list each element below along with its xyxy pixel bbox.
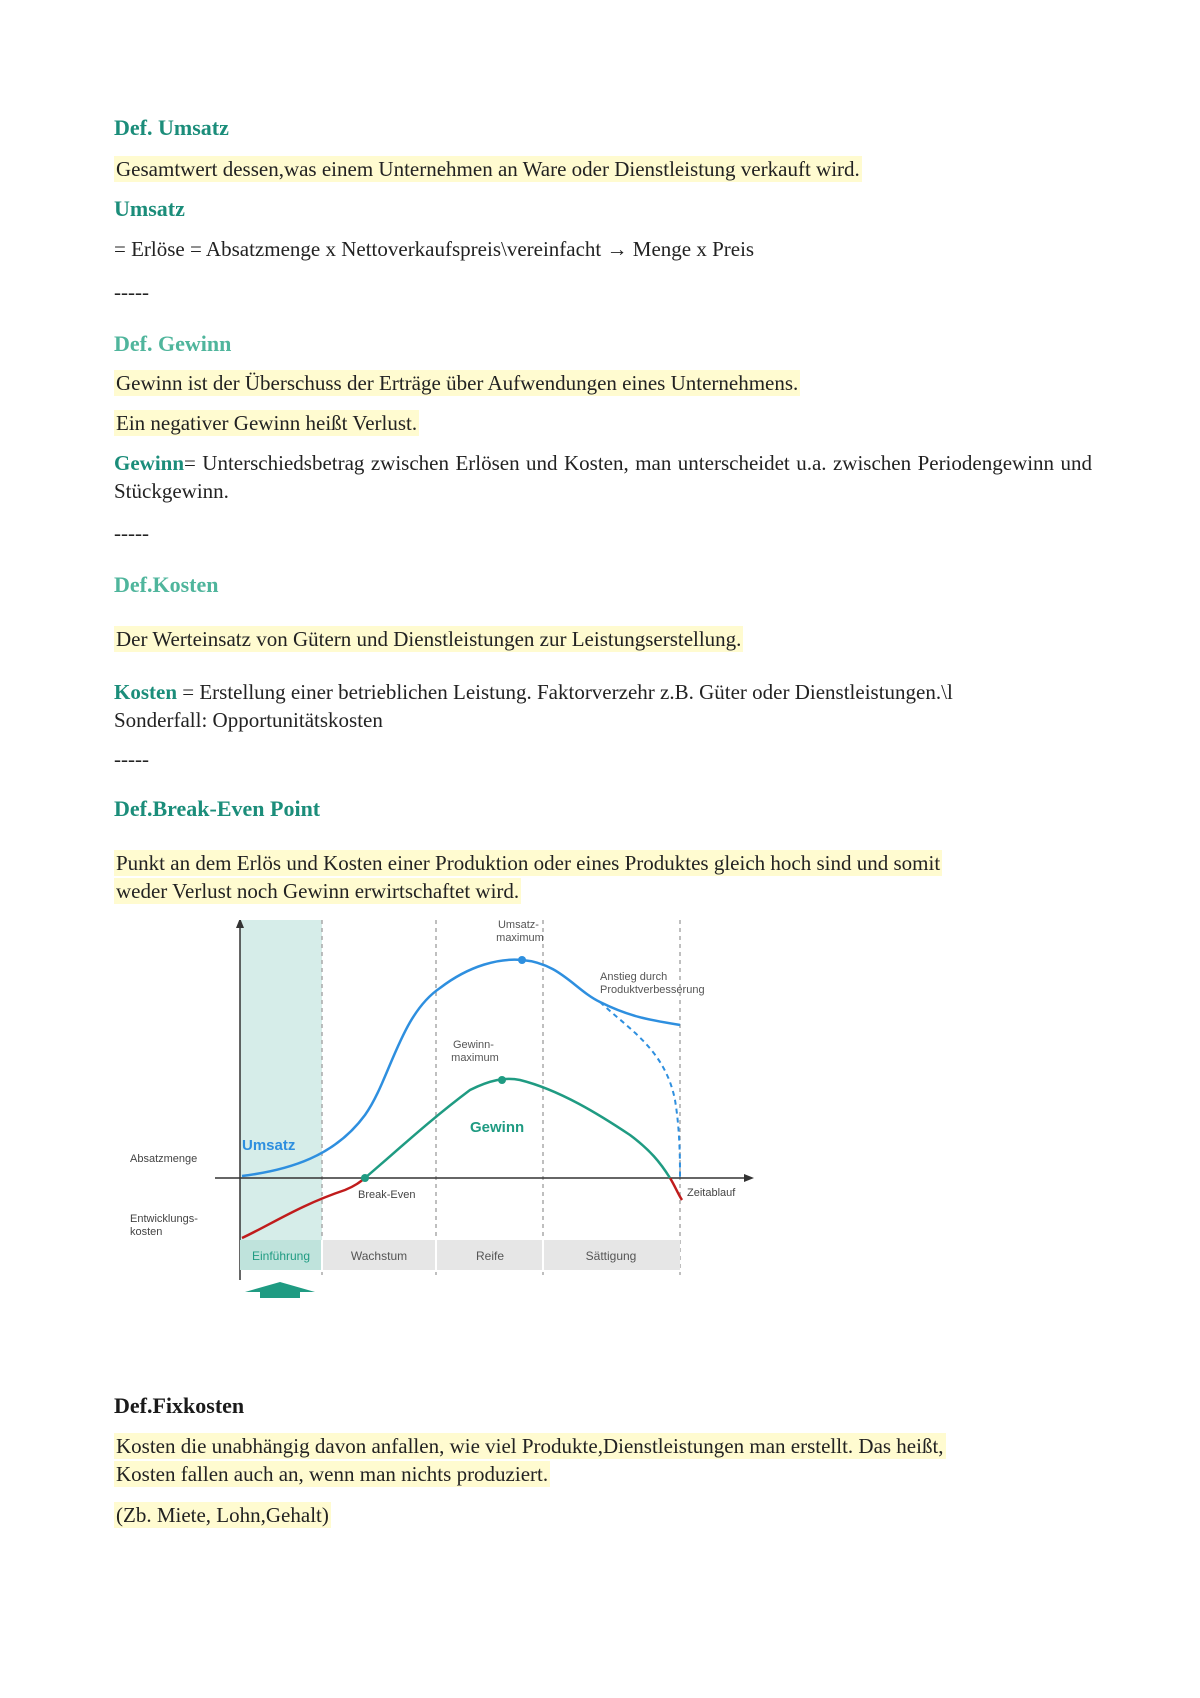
anstieg-label <box>600 971 705 996</box>
absatzmenge-label: Absatzmenge <box>130 1153 198 1165</box>
separator: ----- <box>114 747 149 771</box>
gewinn-line2 <box>114 409 419 437</box>
anstieg-label-line2: Produktverbesserung <box>600 984 705 996</box>
breakeven-line1-text: Punkt an dem Erlös und Kosten einer Produktion oder eines Produktes gleich hoch sind und somit <box>116 851 941 875</box>
kosten-line1 <box>114 678 953 706</box>
heading-fixkosten: Def.Fixkosten <box>114 1393 245 1418</box>
umsatz-maximum-label-line2: maximum <box>496 932 544 944</box>
kosten-definition <box>114 625 743 653</box>
separator: ----- <box>114 521 149 545</box>
umsatz-series-label: Umsatz <box>242 1137 296 1154</box>
heading-gewinn: Def. Gewinn <box>114 331 232 356</box>
heading-break-even: Def.Break-Even Point <box>114 796 321 821</box>
break-even-point <box>361 1174 369 1182</box>
arrow-right-icon: → <box>606 237 628 261</box>
gewinn-series-label: Gewinn <box>470 1119 525 1136</box>
gewinn-paragraph-text: = Unterschiedsbetrag zwischen Erlösen und Kosten, man unterscheidet u.a. zwischen Periodengewinn und Stückgewinn. <box>114 451 1092 503</box>
breakeven-line2-text: weder Verlust noch Gewinn erwirtschaftet wird. <box>116 879 520 903</box>
umsatz-formula-part1: = Erlöse = Absatzmenge x Nettoverkaufspreis\vereinfacht <box>114 237 602 261</box>
separator: ----- <box>114 280 149 304</box>
gewinn-maximum-label <box>451 1039 499 1064</box>
phase-label-reife: Reife <box>475 1249 505 1263</box>
breakeven-line1 <box>114 849 942 877</box>
kosten-line2: Sonderfall: Opportunitätskosten <box>114 708 383 732</box>
entwicklungskosten-label-line1: Entwicklungs- <box>130 1213 198 1225</box>
umsatz-definition-text: Gesamtwert dessen,was einem Unternehmen an Ware oder Dienstleistung verkauft wird. <box>116 157 860 181</box>
fixkosten-example-text: (Zb. Miete, Lohn,Gehalt) <box>116 1503 329 1527</box>
fixkosten-line1 <box>114 1432 946 1460</box>
kosten-line1-text: = Erstellung einer betrieblichen Leistung. Faktorverzehr z.B. Güter oder Dienstleistungen.\l <box>177 680 953 704</box>
umsatz-maximum-label-line1: Umsatz- <box>497 920 539 931</box>
heading-kosten: Def.Kosten <box>114 572 219 597</box>
entwicklungskosten-label <box>130 1213 201 1238</box>
umsatz-maximum-label <box>496 920 544 944</box>
breakeven-line2 <box>114 877 521 905</box>
fixkosten-line2-text: Kosten fallen auch an, wenn man nichts produziert. <box>116 1462 549 1486</box>
fixkosten-line2 <box>114 1460 550 1488</box>
product-lifecycle-chart <box>130 920 780 1320</box>
phase-label-wachstum: Wachstum <box>350 1249 408 1263</box>
anstieg-label-line1: Anstieg durch <box>600 971 668 983</box>
gewinn-maximum-label-line2: maximum <box>451 1052 499 1064</box>
zeitablauf-label: Zeitablauf <box>687 1187 736 1199</box>
gewinn-maximum-point <box>498 1076 506 1084</box>
gewinn-line1-text: Gewinn ist der Überschuss der Erträge über Aufwendungen eines Unternehmens. <box>116 371 799 395</box>
fixkosten-example <box>114 1501 331 1529</box>
gewinn-paragraph <box>114 449 1092 505</box>
term-gewinn: Gewinn <box>114 451 185 475</box>
x-axis-arrow-icon <box>744 1174 754 1182</box>
umsatz-formula <box>114 235 754 263</box>
gewinn-line1 <box>114 369 800 397</box>
umsatz-formula-part2: Menge x Preis <box>632 237 755 261</box>
term-kosten: Kosten <box>114 680 177 704</box>
umsatz-maximum-point <box>518 956 526 964</box>
phase-label-saettigung: Sättigung <box>585 1249 637 1263</box>
series-gewinn-loss-tail-line <box>670 1178 682 1200</box>
series-umsatz-decline-line <box>600 1002 680 1178</box>
break-even-label: Break-Even <box>358 1189 416 1201</box>
fixkosten-line1-text: Kosten die unabhängig davon anfallen, wie viel Produkte,Dienstleistungen man erstellt. Das heißt, <box>116 1434 944 1458</box>
einfuehrung-arrow-icon <box>245 1282 315 1298</box>
gewinn-maximum-label-line1: Gewinn- <box>452 1039 494 1051</box>
kosten-definition-text: Der Werteinsatz von Gütern und Dienstleistungen zur Leistungserstellung. <box>116 627 742 651</box>
phase-label-einfuehrung: Einführung <box>251 1249 311 1263</box>
heading-umsatz: Def. Umsatz <box>114 115 229 140</box>
term-umsatz: Umsatz <box>114 196 185 221</box>
entwicklungskosten-label-line2: kosten <box>130 1226 163 1238</box>
gewinn-line2-text: Ein negativer Gewinn heißt Verlust. <box>116 411 418 435</box>
umsatz-definition <box>114 155 862 183</box>
